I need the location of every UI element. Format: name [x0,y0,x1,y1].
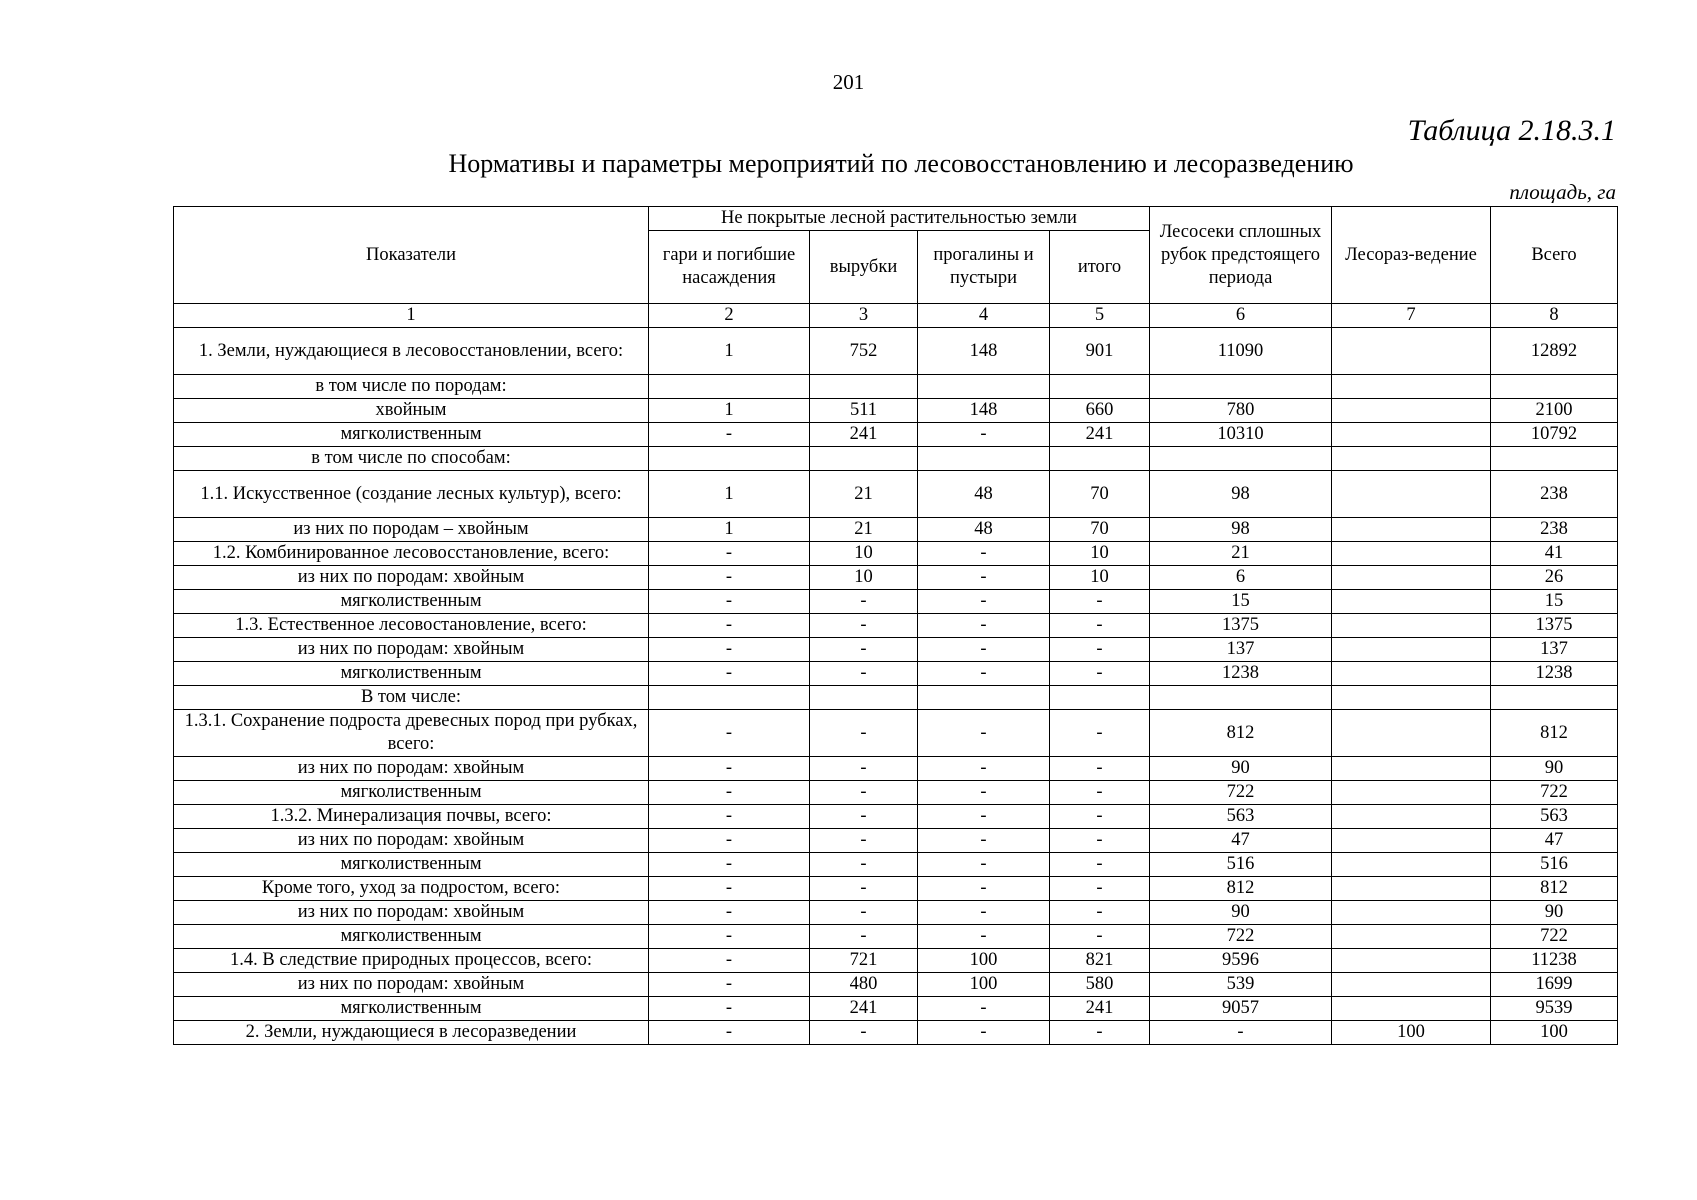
table-cell: 1 [649,328,810,375]
table-cell: 1 [649,518,810,542]
table-cell: - [918,997,1050,1021]
table-cell [1332,542,1491,566]
table-cell: - [1050,805,1150,829]
table-row [174,781,1618,805]
table-cell: - [1050,757,1150,781]
table-cell: - [1050,710,1150,757]
unit-label: площадь, га [1509,180,1616,204]
column-number: 2 [649,304,810,328]
table-cell: 148 [918,399,1050,423]
table-cell: - [649,566,810,590]
table-cell [1491,686,1618,710]
table-cell: 47 [1491,829,1618,853]
row-label: в том числе по способам: [174,447,649,471]
table-cell: - [649,590,810,614]
table-cell [1332,949,1491,973]
table-cell: 721 [810,949,918,973]
table-row [174,805,1618,829]
row-label: из них по породам – хвойным [174,518,649,542]
table-cell: 10 [810,542,918,566]
table-cell [1332,877,1491,901]
row-label: из них по породам: хвойным [174,638,649,662]
table-cell: 70 [1050,471,1150,518]
column-number: 1 [174,304,649,328]
table-cell: - [1050,877,1150,901]
table-cell: - [1050,614,1150,638]
table-cell [1491,375,1618,399]
table-cell: - [649,997,810,1021]
table-cell: - [1050,829,1150,853]
table-cell: 90 [1491,757,1618,781]
table-cell [1332,471,1491,518]
table-cell: - [918,590,1050,614]
table-cell: - [649,638,810,662]
table-cell [1332,375,1491,399]
table-row [174,901,1618,925]
table-row [174,447,1618,471]
table-cell: - [649,925,810,949]
table-cell: 100 [1332,1021,1491,1045]
table-cell: 15 [1491,590,1618,614]
table-cell: 10 [1050,542,1150,566]
table-cell: 26 [1491,566,1618,590]
table-cell: 660 [1050,399,1150,423]
table-row [174,399,1618,423]
table-cell: 722 [1150,925,1332,949]
table-cell: 41 [1491,542,1618,566]
table-cell: - [1050,590,1150,614]
table-cell [1332,781,1491,805]
table-cell: 12892 [1491,328,1618,375]
header-clearings: вырубки [810,231,918,304]
table-body [174,328,1618,1045]
row-label: 1.3.2. Минерализация почвы, всего: [174,805,649,829]
table-cell: 1375 [1150,614,1332,638]
table-cell: - [918,1021,1050,1045]
column-number: 6 [1150,304,1332,328]
table-cell: 10 [810,566,918,590]
table-cell: - [1150,1021,1332,1045]
table-cell: - [1050,901,1150,925]
column-number: 7 [1332,304,1491,328]
table-cell: 48 [918,471,1050,518]
row-label: мягколиственным [174,997,649,1021]
row-label: мягколиственным [174,662,649,686]
table-cell: - [810,925,918,949]
table-row [174,973,1618,997]
row-label: 2. Земли, нуждающиеся в лесоразведении [174,1021,649,1045]
table-cell: - [918,542,1050,566]
table-row [174,997,1618,1021]
table-cell: 47 [1150,829,1332,853]
row-label: мягколиственным [174,781,649,805]
table-cell: 90 [1150,757,1332,781]
row-label: 1. Земли, нуждающиеся в лесовосстановлении, всего: [174,328,649,375]
page-number: 201 [832,70,865,94]
table-cell: - [649,877,810,901]
table-cell: 812 [1491,877,1618,901]
table-row [174,471,1618,518]
table-cell: - [810,614,918,638]
table-cell [1050,375,1150,399]
table-cell: - [918,638,1050,662]
table-cell [1332,566,1491,590]
column-number-row [174,304,1618,328]
table-cell: - [1050,853,1150,877]
table-cell [1332,328,1491,375]
row-label: мягколиственным [174,423,649,447]
table-cell: 722 [1491,781,1618,805]
table-cell: - [649,853,810,877]
table-cell: 100 [918,949,1050,973]
column-number: 5 [1050,304,1150,328]
table-row [174,542,1618,566]
table-row [174,423,1618,447]
table-row [174,590,1618,614]
table-cell: 6 [1150,566,1332,590]
table-cell: 563 [1491,805,1618,829]
table-cell: - [649,949,810,973]
table-cell [1332,973,1491,997]
table-cell [649,686,810,710]
table-cell: 11238 [1491,949,1618,973]
table-cell [918,447,1050,471]
table-cell [1332,518,1491,542]
table-cell: 480 [810,973,918,997]
column-number: 4 [918,304,1050,328]
table-row [174,925,1618,949]
row-label: мягколиственным [174,590,649,614]
table-cell: 722 [1491,925,1618,949]
table-cell: - [649,805,810,829]
table-cell: - [1050,925,1150,949]
table-cell: - [649,1021,810,1045]
table-cell: - [649,542,810,566]
table-cell: 90 [1150,901,1332,925]
row-label: из них по породам: хвойным [174,829,649,853]
table-cell: 241 [1050,423,1150,447]
table-cell [649,447,810,471]
table-cell: 752 [810,328,918,375]
row-label: Кроме того, уход за подростом, всего: [174,877,649,901]
table-row [174,757,1618,781]
table-row [174,686,1618,710]
table-cell: 100 [918,973,1050,997]
table-cell [1150,375,1332,399]
row-label: из них по породам: хвойным [174,973,649,997]
table-cell: 580 [1050,973,1150,997]
table-cell: 2100 [1491,399,1618,423]
header-glades: прогалины и пустыри [918,231,1050,304]
table-cell: - [918,757,1050,781]
table-row [174,518,1618,542]
table-cell: 901 [1050,328,1150,375]
table-cell [1332,447,1491,471]
table-cell [1150,447,1332,471]
table-cell [1332,423,1491,447]
table-cell: 238 [1491,471,1618,518]
table-cell: 1699 [1491,973,1618,997]
table-cell: 10 [1050,566,1150,590]
row-label: мягколиственным [174,853,649,877]
header-row [174,207,1618,231]
table-cell: - [649,901,810,925]
table-cell: 812 [1491,710,1618,757]
table-cell: 812 [1150,877,1332,901]
table-row [174,614,1618,638]
table-cell: - [649,829,810,853]
table-title: Нормативы и параметры мероприятий по лесовосстановлению и лесоразведению [448,149,1354,178]
table-cell: - [918,805,1050,829]
table-cell: 11090 [1150,328,1332,375]
table-cell: 137 [1491,638,1618,662]
table-cell: - [649,614,810,638]
table-cell: - [810,877,918,901]
table-cell [1332,399,1491,423]
table-cell: - [1050,781,1150,805]
table-row [174,662,1618,686]
table-cell: - [810,829,918,853]
table-cell [1332,901,1491,925]
table-cell: - [1050,662,1150,686]
table-row [174,949,1618,973]
table-cell: 812 [1150,710,1332,757]
table-cell: 563 [1150,805,1332,829]
table-cell: 1 [649,471,810,518]
header-total: Всего [1491,207,1618,304]
row-label: мягколиственным [174,925,649,949]
table-cell: 241 [1050,997,1150,1021]
row-label: В том числе: [174,686,649,710]
column-number: 3 [810,304,918,328]
table-cell: 137 [1150,638,1332,662]
table-cell: - [918,662,1050,686]
table-cell [1332,997,1491,1021]
table-cell: - [918,877,1050,901]
table-cell [1050,447,1150,471]
table-cell [649,375,810,399]
table-cell: 9057 [1150,997,1332,1021]
table-cell: 1375 [1491,614,1618,638]
table-cell: - [918,710,1050,757]
table-cell: 10310 [1150,423,1332,447]
table-cell: - [649,781,810,805]
row-label: 1.3. Естественное лесовостановление, всего: [174,614,649,638]
table-cell: 98 [1150,518,1332,542]
table-cell: - [649,757,810,781]
table-cell [1332,614,1491,638]
table-cell [1332,638,1491,662]
table-cell [1332,829,1491,853]
table-cell: 1 [649,399,810,423]
table-cell [1332,757,1491,781]
table-cell [1332,662,1491,686]
row-label: 1.3.1. Сохранение подроста древесных пород при рубках, всего: [174,710,649,757]
table-cell: 780 [1150,399,1332,423]
table-cell: - [810,638,918,662]
table-cell: - [810,662,918,686]
table-cell: 9539 [1491,997,1618,1021]
table-cell: - [1050,638,1150,662]
table-cell: - [918,901,1050,925]
table-cell: - [918,781,1050,805]
table-cell [810,686,918,710]
table-cell [1150,686,1332,710]
table-cell [1332,590,1491,614]
table-cell [1332,805,1491,829]
table-cell: - [810,590,918,614]
table-cell: 516 [1491,853,1618,877]
table-cell: - [918,614,1050,638]
row-label: 1.1. Искусственное (создание лесных культур), всего: [174,471,649,518]
table-cell: - [810,901,918,925]
table-cell: 9596 [1150,949,1332,973]
row-label: хвойным [174,399,649,423]
table-cell: - [649,973,810,997]
row-label: из них по породам: хвойным [174,757,649,781]
table-cell [1332,853,1491,877]
table-cell [810,447,918,471]
table-cell: - [810,805,918,829]
table-cell [810,375,918,399]
table-number: Таблица 2.18.3.1 [1407,114,1616,147]
table-cell: - [810,710,918,757]
header-subtotal: итого [1050,231,1150,304]
table-cell [918,375,1050,399]
column-number: 8 [1491,304,1618,328]
table-cell: 516 [1150,853,1332,877]
header-burns: гари и погибшие насаждения [649,231,810,304]
data-table [173,206,1618,1045]
table-cell: 21 [810,471,918,518]
table-cell: 98 [1150,471,1332,518]
table-cell: - [810,853,918,877]
table-cell: - [918,853,1050,877]
row-label: из них по породам: хвойным [174,901,649,925]
table-cell: 10792 [1491,423,1618,447]
table-cell: - [918,829,1050,853]
table-cell: 148 [918,328,1050,375]
table-cell [1332,925,1491,949]
table-cell: 48 [918,518,1050,542]
row-label: в том числе по породам: [174,375,649,399]
table-cell: - [1050,1021,1150,1045]
table-cell: 821 [1050,949,1150,973]
table-cell: 722 [1150,781,1332,805]
header-indicators: Показатели [174,207,649,304]
table-cell [1332,710,1491,757]
header-group-non-forest: Не покрытые лесной растительностью земли [649,207,1150,231]
table-row [174,566,1618,590]
table-cell: 90 [1491,901,1618,925]
header-afforestation: Лесораз-ведение [1332,207,1491,304]
table-cell: - [810,1021,918,1045]
row-label: 1.4. В следствие природных процессов, всего: [174,949,649,973]
table-cell [1332,686,1491,710]
table-cell: 238 [1491,518,1618,542]
table-cell: 21 [810,518,918,542]
table-cell: - [810,757,918,781]
table-cell: 1238 [1491,662,1618,686]
table-cell: 15 [1150,590,1332,614]
table-cell: 100 [1491,1021,1618,1045]
table-row [174,328,1618,375]
table-row [174,375,1618,399]
table-cell: 511 [810,399,918,423]
table-cell [918,686,1050,710]
table-cell: - [918,566,1050,590]
table-row [174,1021,1618,1045]
table-row [174,877,1618,901]
table-cell: 241 [810,997,918,1021]
table-row [174,710,1618,757]
table-cell: 1238 [1150,662,1332,686]
table-cell: - [810,781,918,805]
table-row [174,853,1618,877]
table-cell: - [918,925,1050,949]
table-cell: - [649,710,810,757]
table-cell: - [649,423,810,447]
table-cell: 70 [1050,518,1150,542]
table-cell: 241 [810,423,918,447]
header-clearcut-areas: Лесосеки сплошных рубок предстоящего периода [1150,207,1332,304]
table-row [174,638,1618,662]
table-cell: - [649,662,810,686]
table-cell [1491,447,1618,471]
table-cell: 21 [1150,542,1332,566]
row-label: 1.2. Комбинированное лесовосстановление, всего: [174,542,649,566]
table-cell [1050,686,1150,710]
table-cell: 539 [1150,973,1332,997]
table-cell: - [918,423,1050,447]
row-label: из них по породам: хвойным [174,566,649,590]
table-row [174,829,1618,853]
